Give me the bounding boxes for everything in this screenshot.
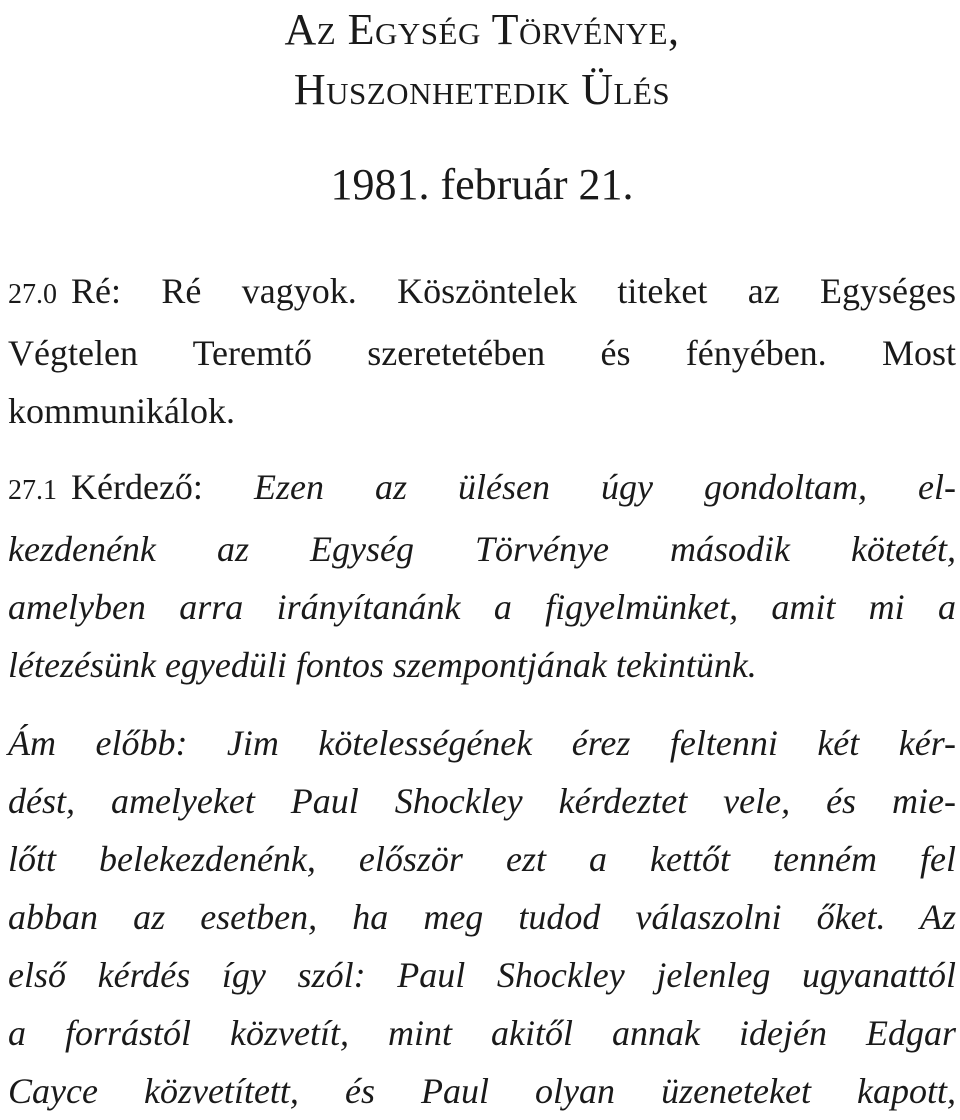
paragraph-text: Ré vagyok. Köszöntelek titeket az Egységes (161, 271, 957, 311)
paragraph-line: amelyben arra irányítanánk a figyelmünket, amit mi a (8, 587, 956, 627)
paragraph-line (8, 458, 956, 520)
paragraph-number: 27.0 (8, 279, 57, 310)
paragraph-line: kommunikálok. (8, 391, 235, 431)
paragraph-line: abban az esetben, ha meg tudod válaszolni őket. Az (8, 897, 956, 937)
paragraph-line: lőtt belekezdenénk, először ezt a kettőt tenném fel (8, 839, 956, 879)
paragraph-line: Ám előbb: Jim kötelességének érez feltenni két kér- (8, 723, 956, 763)
session-date: 1981. február 21. (330, 160, 634, 209)
title-line-2: Huszonhetedik Ülés (293, 65, 671, 114)
page-title (8, 0, 956, 120)
paragraph-line: dést, amelyeket Paul Shockley kérdeztet vele, és mie- (8, 781, 956, 821)
paragraph-line: a forrástól közvetít, mint akitől annak idején Edgar (8, 1013, 956, 1053)
paragraph-line: létezésünk egyedüli fontos szempontjának tekintünk. (8, 645, 757, 685)
paragraph-text: Ezen az ülésen úgy gondoltam, el- (253, 467, 957, 507)
paragraph-27-1 (8, 458, 956, 694)
paragraph-line: Végtelen Teremtő szeretetében és fényében. Most (8, 333, 956, 373)
paragraph-27-0 (8, 262, 956, 440)
paragraph-line (8, 262, 956, 324)
speaker-label: Kérdező: (71, 467, 203, 507)
title-line-1: Az Egység Törvénye, (284, 5, 680, 54)
paragraph-question-continuation (8, 714, 956, 1120)
paragraph-number: 27.1 (8, 475, 57, 506)
paragraph-line: kezdenénk az Egység Törvénye második kötetét, (8, 529, 956, 569)
paragraph-line: Cayce közvetített, és Paul olyan üzeneteket kapott, (8, 1071, 956, 1111)
paragraph-line: első kérdés így szól: Paul Shockley jelenleg ugyanattól (8, 955, 956, 995)
speaker-label: Ré: (71, 271, 121, 311)
